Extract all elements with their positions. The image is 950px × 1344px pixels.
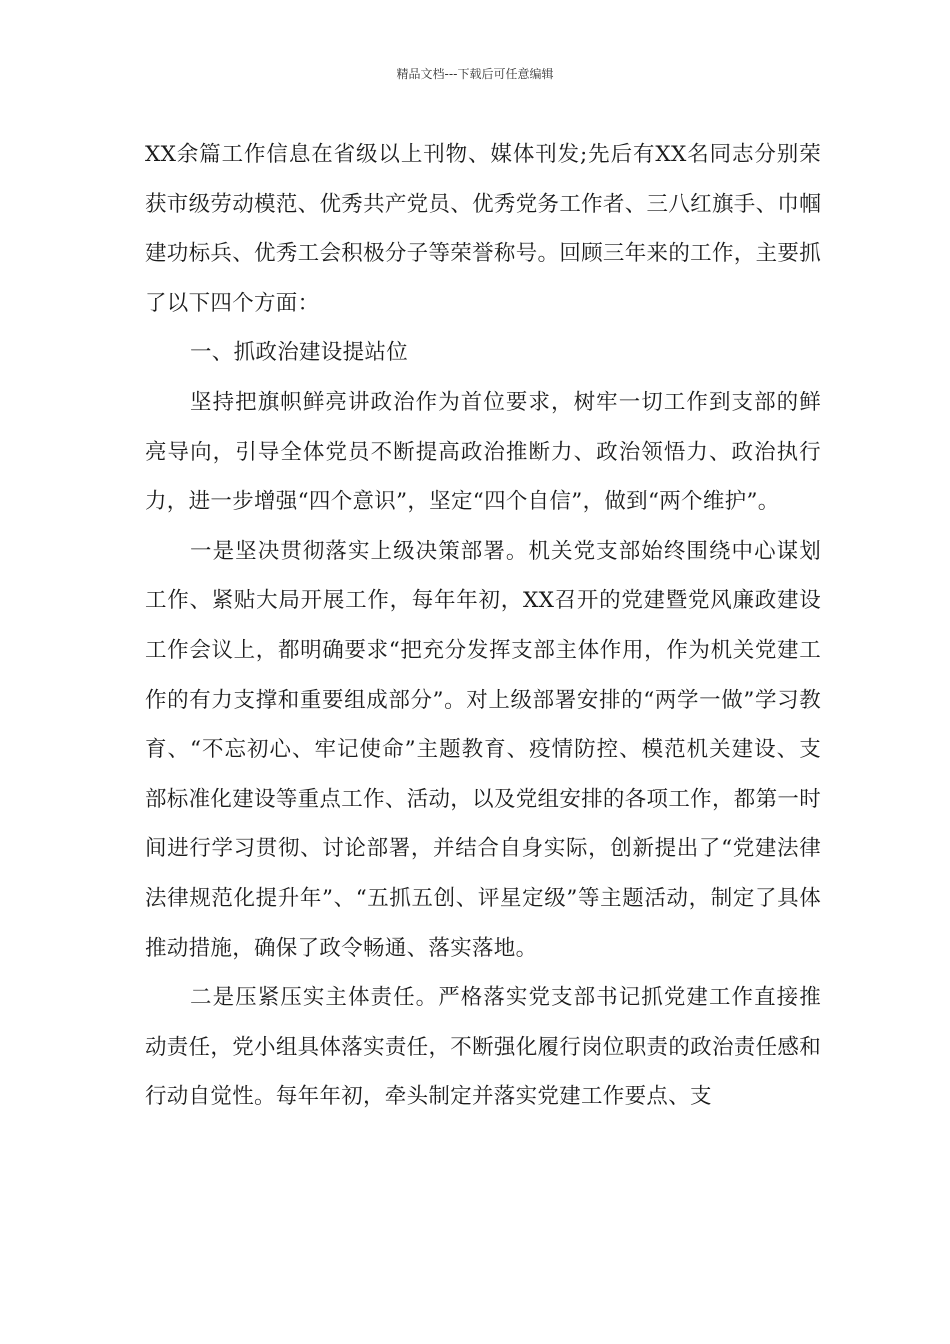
page-header: 精品文档---下载后可任意编辑	[396, 67, 554, 81]
paragraph: 坚持把旗帜鲜亮讲政治作为首位要求，树牢一切工作到支部的鲜亮导向，引导全体党员不断提高政治推断力、政治领悟力、政治执行力，进一步增强“四个意识”，坚定“四个自信”，做到“两个维护”。	[145, 389, 821, 515]
document-body	[145, 130, 821, 1122]
section-heading: 一、抓政治建设提站位	[190, 340, 409, 366]
paragraph: 一是坚决贯彻落实上级决策部署。机关党支部始终围绕中心谋划工作、紧贴大局开展工作，每年年初，XX召开的党建暨党风廉政建设工作会议上，都明确要求“把充分发挥支部主体作用，作为机关党建工作的有力支撑和重要组成部分”。对上级部署安排的“两学一做”学习教育、“不忘初心、牢记使命”主题教育、疫情防控、模范机关建设、支部标准化建设等重点工作、活动，以及党组安排的各项工作，都第一时间进行学习贯彻、讨论部署，并结合自身实际，创新提出了“党建法律法律规范化提升年”、“五抓五创、评星定级”等主题活动，制定了具体推动措施，确保了政令畅通、落实落地。	[145, 538, 821, 961]
paragraph-intro-continuation: XX余篇工作信息在省级以上刊物、媒体刊发;先后有XX名同志分别荣获市级劳动模范、优秀共产党员、优秀党务工作者、三八红旗手、巾帼建功标兵、优秀工会积极分子等荣誉称号。回顾三年来的工作，主要抓了以下四个方面：	[145, 142, 821, 316]
paragraph: 二是压紧压实主体责任。严格落实党支部书记抓党建工作直接推动责任，党小组具体落实责任，不断强化履行岗位职责的政治责任感和行动自觉性。每年年初，牵头制定并落实党建工作要点、支	[145, 985, 821, 1110]
